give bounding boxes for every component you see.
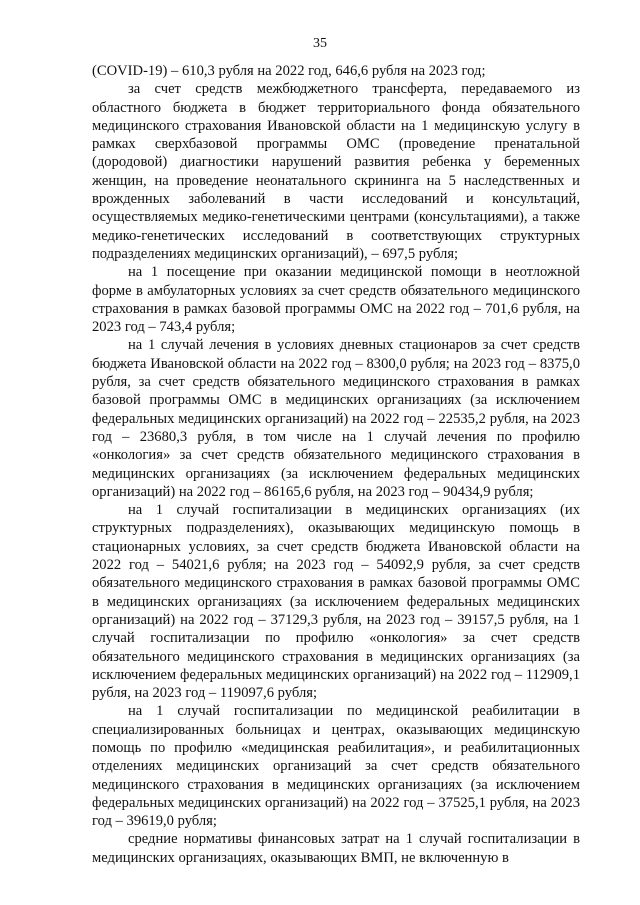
paragraph-rehabilitation: на 1 случай госпитализации по медицинской реабилитации в специализированных больницах и центрах, оказывающих медицинскую помощь по профилю «медицинская реабилитация», и реабилитационных отделениях медицинских организаций за счет средств обязательного медицинского страхования в медицинских организациях (за исключением федеральных медицинских организаций) на 2022 год – 37525,1 рубля, на 2023 год – 39619,0 рубля; [92, 703, 580, 830]
page-number: 35 [313, 36, 327, 51]
paragraph-emergency-visit: на 1 посещение при оказании медицинской помощи в неотложной форме в амбулаторных условиях за счет средств обязательного медицинского страхования в рамках базовой программы ОМС на 2022 год – 701,6 рубля, на 2023 год – 743,4 рубля; [92, 264, 580, 336]
paragraph-high-tech-care: средние нормативы финансовых затрат на 1 случай госпитализации в медицинских организациях, оказывающих ВМП, не включенную в [92, 831, 580, 866]
paragraph-covid-tariff: (COVID-19) – 610,3 рубля на 2022 год, 646,6 рубля на 2023 год; [92, 63, 486, 79]
paragraph-day-hospital: на 1 случай лечения в условиях дневных стационаров за счет средств бюджета Ивановской области на 2022 год – 8300,0 рубля; на 2023 год – 8375,0 рубля, за счет средств обязательного медицинского страхования в рамках базовой программы ОМС в медицинских организациях (за исключением федеральных медицинских организаций) на 2022 год – 22535,2 рубля, на 2023 год – 23680,3 рубля, в том числе на 1 случай лечения по профилю «онкология» за счет средств обязательного медицинского страхования в медицинских организациях (за исключением федеральных медицинских организаций) на 2022 год – 86165,6 рубля, на 2023 год – 90434,9 рубля; [92, 337, 580, 500]
paragraph-interbudget-transfer: за счет средств межбюджетного трансферта, передаваемого из областного бюджета в бюджет территориального фонда обязательного медицинского страхования Ивановской области на 1 медицинскую услугу в рамках сверхбазовой программы ОМС (проведение пренатальной (дородовой) диагностики нарушений развития ребенка у беременных женщин, на проведение неонатального скрининга на 5 наследственных и врожденных заболеваний в части исследований и консультаций, осуществляемых медико-генетическими центрами (консультациями), а также медико-генетических исследований в соответствующих структурных подразделениях медицинских организаций), – 697,5 рубля; [92, 81, 580, 262]
document-body [92, 62, 580, 867]
paragraph-hospitalization: на 1 случай госпитализации в медицинских организациях (их структурных подразделениях), оказывающих медицинскую помощь в стационарных условиях, за счет средств бюджета Ивановской области на 2022 год – 54021,6 рубля; на 2023 год – 54092,9 рубля, за счет средств обязательного медицинского страхования в рамках базовой программы ОМС в медицинских организациях (за исключением федеральных медицинских организаций) на 2022 год – 37129,3 рубля, на 2023 год – 39157,5 рубля, на 1 случай госпитализации по профилю «онкология» за счет средств обязательного медицинского страхования в медицинских организациях (за исключением федеральных медицинских организаций) на 2022 год – 112909,1 рубля, на 2023 год – 119097,6 рубля; [92, 502, 580, 702]
